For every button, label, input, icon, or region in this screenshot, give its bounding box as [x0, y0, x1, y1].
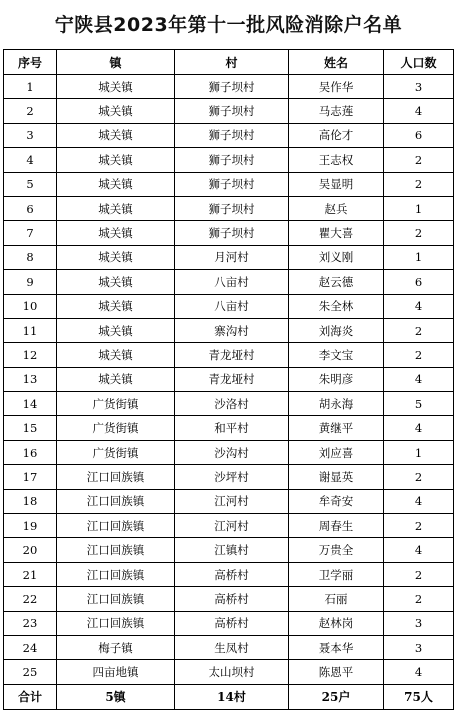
cell-village: 狮子坝村	[175, 123, 289, 147]
cell-name: 卫学丽	[289, 562, 384, 586]
cell-population: 2	[384, 465, 454, 489]
header-row	[4, 50, 454, 75]
total-towns: 5镇	[57, 684, 175, 709]
table-row	[4, 367, 454, 391]
cell-population: 2	[384, 587, 454, 611]
table-row	[4, 294, 454, 318]
cell-village: 寨沟村	[175, 318, 289, 342]
cell-name: 陈恩平	[289, 660, 384, 684]
cell-name: 瞿大喜	[289, 221, 384, 245]
cell-name: 万贵全	[289, 538, 384, 562]
table-row	[4, 587, 454, 611]
cell-population: 6	[384, 123, 454, 147]
cell-index: 3	[4, 123, 57, 147]
cell-village: 高桥村	[175, 611, 289, 635]
cell-town: 城关镇	[57, 196, 175, 220]
cell-village: 太山坝村	[175, 660, 289, 684]
cell-name: 刘应喜	[289, 440, 384, 464]
table-footer	[4, 684, 454, 709]
cell-town: 城关镇	[57, 294, 175, 318]
cell-population: 1	[384, 440, 454, 464]
table-row	[4, 123, 454, 147]
cell-index: 25	[4, 660, 57, 684]
cell-population: 2	[384, 172, 454, 196]
cell-town: 城关镇	[57, 75, 175, 99]
cell-population: 3	[384, 635, 454, 659]
cell-town: 广货街镇	[57, 416, 175, 440]
cell-name: 谢显英	[289, 465, 384, 489]
cell-town: 四亩地镇	[57, 660, 175, 684]
cell-index: 13	[4, 367, 57, 391]
table-row	[4, 172, 454, 196]
cell-index: 21	[4, 562, 57, 586]
cell-town: 江口回族镇	[57, 587, 175, 611]
cell-village: 高桥村	[175, 587, 289, 611]
household-table	[3, 49, 454, 710]
cell-population: 2	[384, 318, 454, 342]
cell-village: 沙坪村	[175, 465, 289, 489]
total-population: 75人	[384, 684, 454, 709]
cell-name: 胡永海	[289, 392, 384, 416]
cell-name: 黄继平	[289, 416, 384, 440]
cell-town: 江口回族镇	[57, 611, 175, 635]
cell-index: 16	[4, 440, 57, 464]
cell-town: 城关镇	[57, 123, 175, 147]
total-row	[4, 684, 454, 709]
cell-index: 6	[4, 196, 57, 220]
cell-town: 城关镇	[57, 221, 175, 245]
cell-name: 聂本华	[289, 635, 384, 659]
table-row	[4, 343, 454, 367]
cell-name: 赵云德	[289, 270, 384, 294]
cell-index: 5	[4, 172, 57, 196]
cell-town: 城关镇	[57, 99, 175, 123]
header-village: 村	[175, 50, 289, 75]
table-row	[4, 611, 454, 635]
cell-population: 2	[384, 562, 454, 586]
cell-village: 青龙垭村	[175, 343, 289, 367]
cell-village: 狮子坝村	[175, 75, 289, 99]
cell-index: 9	[4, 270, 57, 294]
cell-population: 5	[384, 392, 454, 416]
cell-village: 狮子坝村	[175, 172, 289, 196]
table-row	[4, 465, 454, 489]
header-town: 镇	[57, 50, 175, 75]
total-households: 25户	[289, 684, 384, 709]
cell-village: 江河村	[175, 514, 289, 538]
cell-village: 青龙垭村	[175, 367, 289, 391]
table-row	[4, 514, 454, 538]
cell-population: 4	[384, 99, 454, 123]
total-villages: 14村	[175, 684, 289, 709]
table-row	[4, 148, 454, 172]
table-row	[4, 270, 454, 294]
cell-name: 马志莲	[289, 99, 384, 123]
header-index: 序号	[4, 50, 57, 75]
cell-name: 高伦才	[289, 123, 384, 147]
cell-town: 城关镇	[57, 318, 175, 342]
table-row	[4, 562, 454, 586]
cell-village: 狮子坝村	[175, 99, 289, 123]
cell-name: 刘海炎	[289, 318, 384, 342]
cell-name: 朱全林	[289, 294, 384, 318]
cell-index: 10	[4, 294, 57, 318]
cell-population: 2	[384, 148, 454, 172]
header-population: 人口数	[384, 50, 454, 75]
cell-town: 江口回族镇	[57, 489, 175, 513]
cell-index: 2	[4, 99, 57, 123]
cell-name: 周春生	[289, 514, 384, 538]
cell-population: 4	[384, 660, 454, 684]
cell-village: 月河村	[175, 245, 289, 269]
cell-index: 8	[4, 245, 57, 269]
cell-village: 八亩村	[175, 270, 289, 294]
cell-village: 八亩村	[175, 294, 289, 318]
cell-name: 石丽	[289, 587, 384, 611]
cell-population: 4	[384, 416, 454, 440]
cell-town: 城关镇	[57, 367, 175, 391]
cell-index: 20	[4, 538, 57, 562]
cell-town: 广货街镇	[57, 440, 175, 464]
table-body	[4, 75, 454, 685]
cell-population: 4	[384, 538, 454, 562]
cell-name: 赵兵	[289, 196, 384, 220]
cell-name: 牟奇安	[289, 489, 384, 513]
cell-population: 4	[384, 367, 454, 391]
cell-index: 24	[4, 635, 57, 659]
cell-name: 刘义刚	[289, 245, 384, 269]
cell-index: 22	[4, 587, 57, 611]
cell-name: 朱明彦	[289, 367, 384, 391]
table-row	[4, 318, 454, 342]
cell-population: 1	[384, 245, 454, 269]
cell-town: 广货街镇	[57, 392, 175, 416]
cell-town: 城关镇	[57, 245, 175, 269]
cell-village: 狮子坝村	[175, 196, 289, 220]
table-row	[4, 196, 454, 220]
cell-population: 3	[384, 75, 454, 99]
table-row	[4, 75, 454, 99]
cell-index: 17	[4, 465, 57, 489]
table-row	[4, 416, 454, 440]
cell-name: 李文宝	[289, 343, 384, 367]
cell-town: 城关镇	[57, 148, 175, 172]
cell-index: 1	[4, 75, 57, 99]
cell-population: 2	[384, 514, 454, 538]
total-label: 合计	[4, 684, 57, 709]
table-row	[4, 538, 454, 562]
cell-population: 3	[384, 611, 454, 635]
cell-name: 赵林岗	[289, 611, 384, 635]
cell-village: 江镇村	[175, 538, 289, 562]
cell-town: 城关镇	[57, 172, 175, 196]
cell-index: 15	[4, 416, 57, 440]
header-name: 姓名	[289, 50, 384, 75]
table-row	[4, 99, 454, 123]
cell-village: 高桥村	[175, 562, 289, 586]
cell-town: 江口回族镇	[57, 514, 175, 538]
table-header	[4, 50, 454, 75]
cell-index: 18	[4, 489, 57, 513]
cell-population: 2	[384, 343, 454, 367]
table-row	[4, 440, 454, 464]
cell-index: 12	[4, 343, 57, 367]
cell-town: 江口回族镇	[57, 465, 175, 489]
cell-town: 城关镇	[57, 270, 175, 294]
cell-town: 江口回族镇	[57, 538, 175, 562]
cell-index: 4	[4, 148, 57, 172]
cell-index: 11	[4, 318, 57, 342]
cell-population: 4	[384, 294, 454, 318]
table-row	[4, 635, 454, 659]
document-title: 宁陕县2023年第十一批风险消除户名单	[54, 13, 403, 36]
cell-population: 6	[384, 270, 454, 294]
cell-village: 沙洛村	[175, 392, 289, 416]
cell-village: 江河村	[175, 489, 289, 513]
cell-town: 梅子镇	[57, 635, 175, 659]
cell-village: 生凤村	[175, 635, 289, 659]
cell-village: 狮子坝村	[175, 148, 289, 172]
cell-name: 吴显明	[289, 172, 384, 196]
cell-index: 23	[4, 611, 57, 635]
table-row	[4, 245, 454, 269]
table-row	[4, 660, 454, 684]
table-row	[4, 392, 454, 416]
cell-population: 4	[384, 489, 454, 513]
cell-population: 2	[384, 221, 454, 245]
cell-town: 江口回族镇	[57, 562, 175, 586]
cell-index: 19	[4, 514, 57, 538]
cell-name: 吴作华	[289, 75, 384, 99]
table-row	[4, 221, 454, 245]
cell-village: 狮子坝村	[175, 221, 289, 245]
cell-population: 1	[384, 196, 454, 220]
cell-village: 和平村	[175, 416, 289, 440]
cell-town: 城关镇	[57, 343, 175, 367]
cell-index: 14	[4, 392, 57, 416]
cell-index: 7	[4, 221, 57, 245]
cell-name: 王志权	[289, 148, 384, 172]
table-row	[4, 489, 454, 513]
cell-village: 沙沟村	[175, 440, 289, 464]
